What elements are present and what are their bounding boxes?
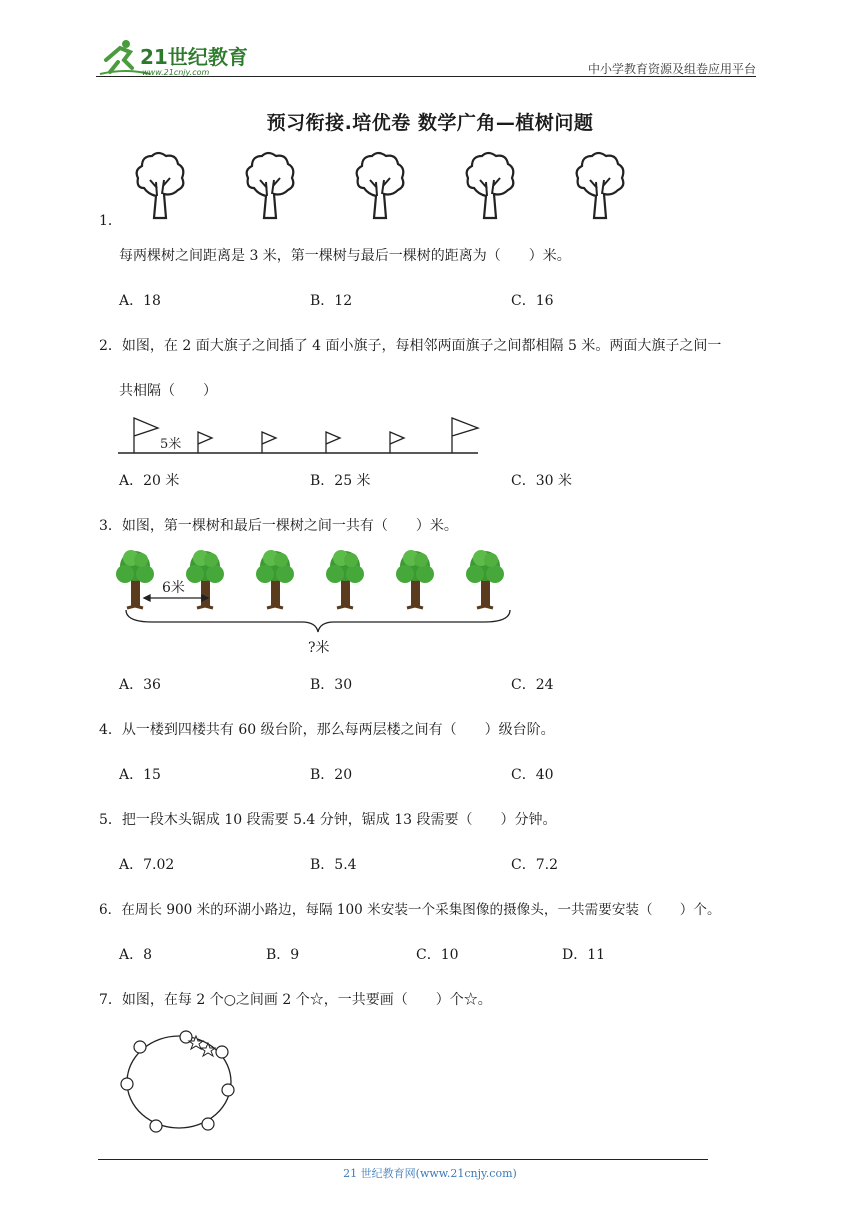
q1-option-b[interactable]: B．12 — [310, 293, 353, 309]
point-circle-icon — [121, 1078, 133, 1090]
q5-option-c[interactable]: C．7.2 — [511, 857, 558, 873]
page-title: 预习衔接.培优卷 数学广角—植树问题 — [266, 112, 594, 134]
q3-option-c[interactable]: C．24 — [511, 677, 554, 693]
q3-distance-label: 6米 — [162, 580, 185, 596]
footer-divider — [98, 1159, 708, 1160]
point-circle-icon — [202, 1118, 214, 1130]
q2-text: 2．如图，在 2 面大旗子之间插了 4 面小旗子，每相邻两面旗子之间都相隔 5 米。两面大旗子之间一 — [99, 338, 722, 354]
q7-circle-figure — [116, 1028, 242, 1136]
tree-icon — [466, 550, 504, 608]
q1-option-a[interactable]: A．18 — [119, 293, 161, 309]
q1-tree-figure — [128, 148, 648, 224]
q1-option-c[interactable]: C．16 — [511, 293, 554, 309]
q4-text: 4．从一楼到四楼共有 60 级台阶，那么每两层楼之间有（ ）级台阶。 — [99, 722, 555, 738]
point-circle-icon — [150, 1120, 162, 1132]
q6-option-b[interactable]: B．9 — [266, 947, 300, 963]
q1-text: 每两棵树之间距离是 3 米，第一棵树与最后一棵树的距离为（ ）米。 — [119, 248, 571, 264]
large-flag-icon — [452, 418, 478, 453]
q4-option-a[interactable]: A．15 — [119, 767, 161, 783]
q4-option-b[interactable]: B．20 — [310, 767, 353, 783]
tree-icon — [396, 550, 434, 608]
q6-option-c[interactable]: C．10 — [416, 947, 459, 963]
large-flag-icon — [134, 418, 158, 453]
logo-text: 21世纪教育 — [140, 45, 248, 69]
small-flag-icon — [262, 432, 276, 453]
tree-icon — [326, 550, 364, 608]
q6-text: 6．在周长 900 米的环湖小路边，每隔 100 米安装一个采集图像的摄像头，一共需要安装（ ）个。 — [99, 902, 721, 918]
tree-icon — [247, 153, 294, 218]
small-flag-icon — [326, 432, 340, 453]
q5-text: 5．把一段木头锯成 10 段需要 5.4 分钟，锯成 13 段需要（ ）分钟。 — [99, 812, 557, 828]
q4-option-c[interactable]: C．40 — [511, 767, 554, 783]
site-logo — [96, 38, 256, 78]
q3-option-b[interactable]: B．30 — [310, 677, 353, 693]
q2-option-c[interactable]: C．30 米 — [511, 473, 572, 489]
total-brace — [126, 610, 510, 632]
platform-name: 中小学教育资源及组卷应用平台 — [587, 62, 756, 76]
q3-tree-figure — [112, 546, 522, 662]
point-circle-icon — [216, 1046, 228, 1058]
footer-text[interactable]: 21 世纪教育网(www.21cnjy.com) — [343, 1167, 517, 1180]
q6-option-a[interactable]: A．8 — [119, 947, 153, 963]
q1-number: 1． — [99, 213, 122, 229]
small-flag-icon — [198, 432, 212, 453]
tree-icon — [137, 153, 184, 218]
tree-icon — [357, 153, 404, 218]
q2-option-b[interactable]: B．25 米 — [310, 473, 371, 489]
q6-option-d[interactable]: D．11 — [562, 947, 606, 963]
q3-text: 3．如图，第一棵树和最后一棵树之间一共有（ ）米。 — [99, 518, 458, 534]
header-divider — [96, 76, 756, 77]
star-icon — [201, 1043, 215, 1056]
q2-flag-figure — [116, 412, 486, 460]
logo-url: www.21cnjy.com — [142, 68, 210, 77]
tree-icon — [256, 550, 294, 608]
point-circle-icon — [222, 1084, 234, 1096]
q3-option-a[interactable]: A．36 — [119, 677, 161, 693]
q3-total-label: ?米 — [308, 640, 330, 656]
q7-text: 7．如图，在每 2 个○之间画 2 个☆，一共要画（ ）个☆。 — [99, 992, 492, 1008]
tree-icon — [577, 153, 624, 218]
tree-icon — [467, 153, 514, 218]
point-circle-icon — [134, 1041, 146, 1053]
q2-distance-label: 5米 — [160, 437, 182, 452]
q5-option-a[interactable]: A．7.02 — [119, 857, 175, 873]
small-flag-icon — [390, 432, 404, 453]
q2-text-line2: 共相隔（ ） — [119, 383, 217, 399]
q5-option-b[interactable]: B．5.4 — [310, 857, 357, 873]
q2-option-a[interactable]: A．20 米 — [119, 473, 180, 489]
